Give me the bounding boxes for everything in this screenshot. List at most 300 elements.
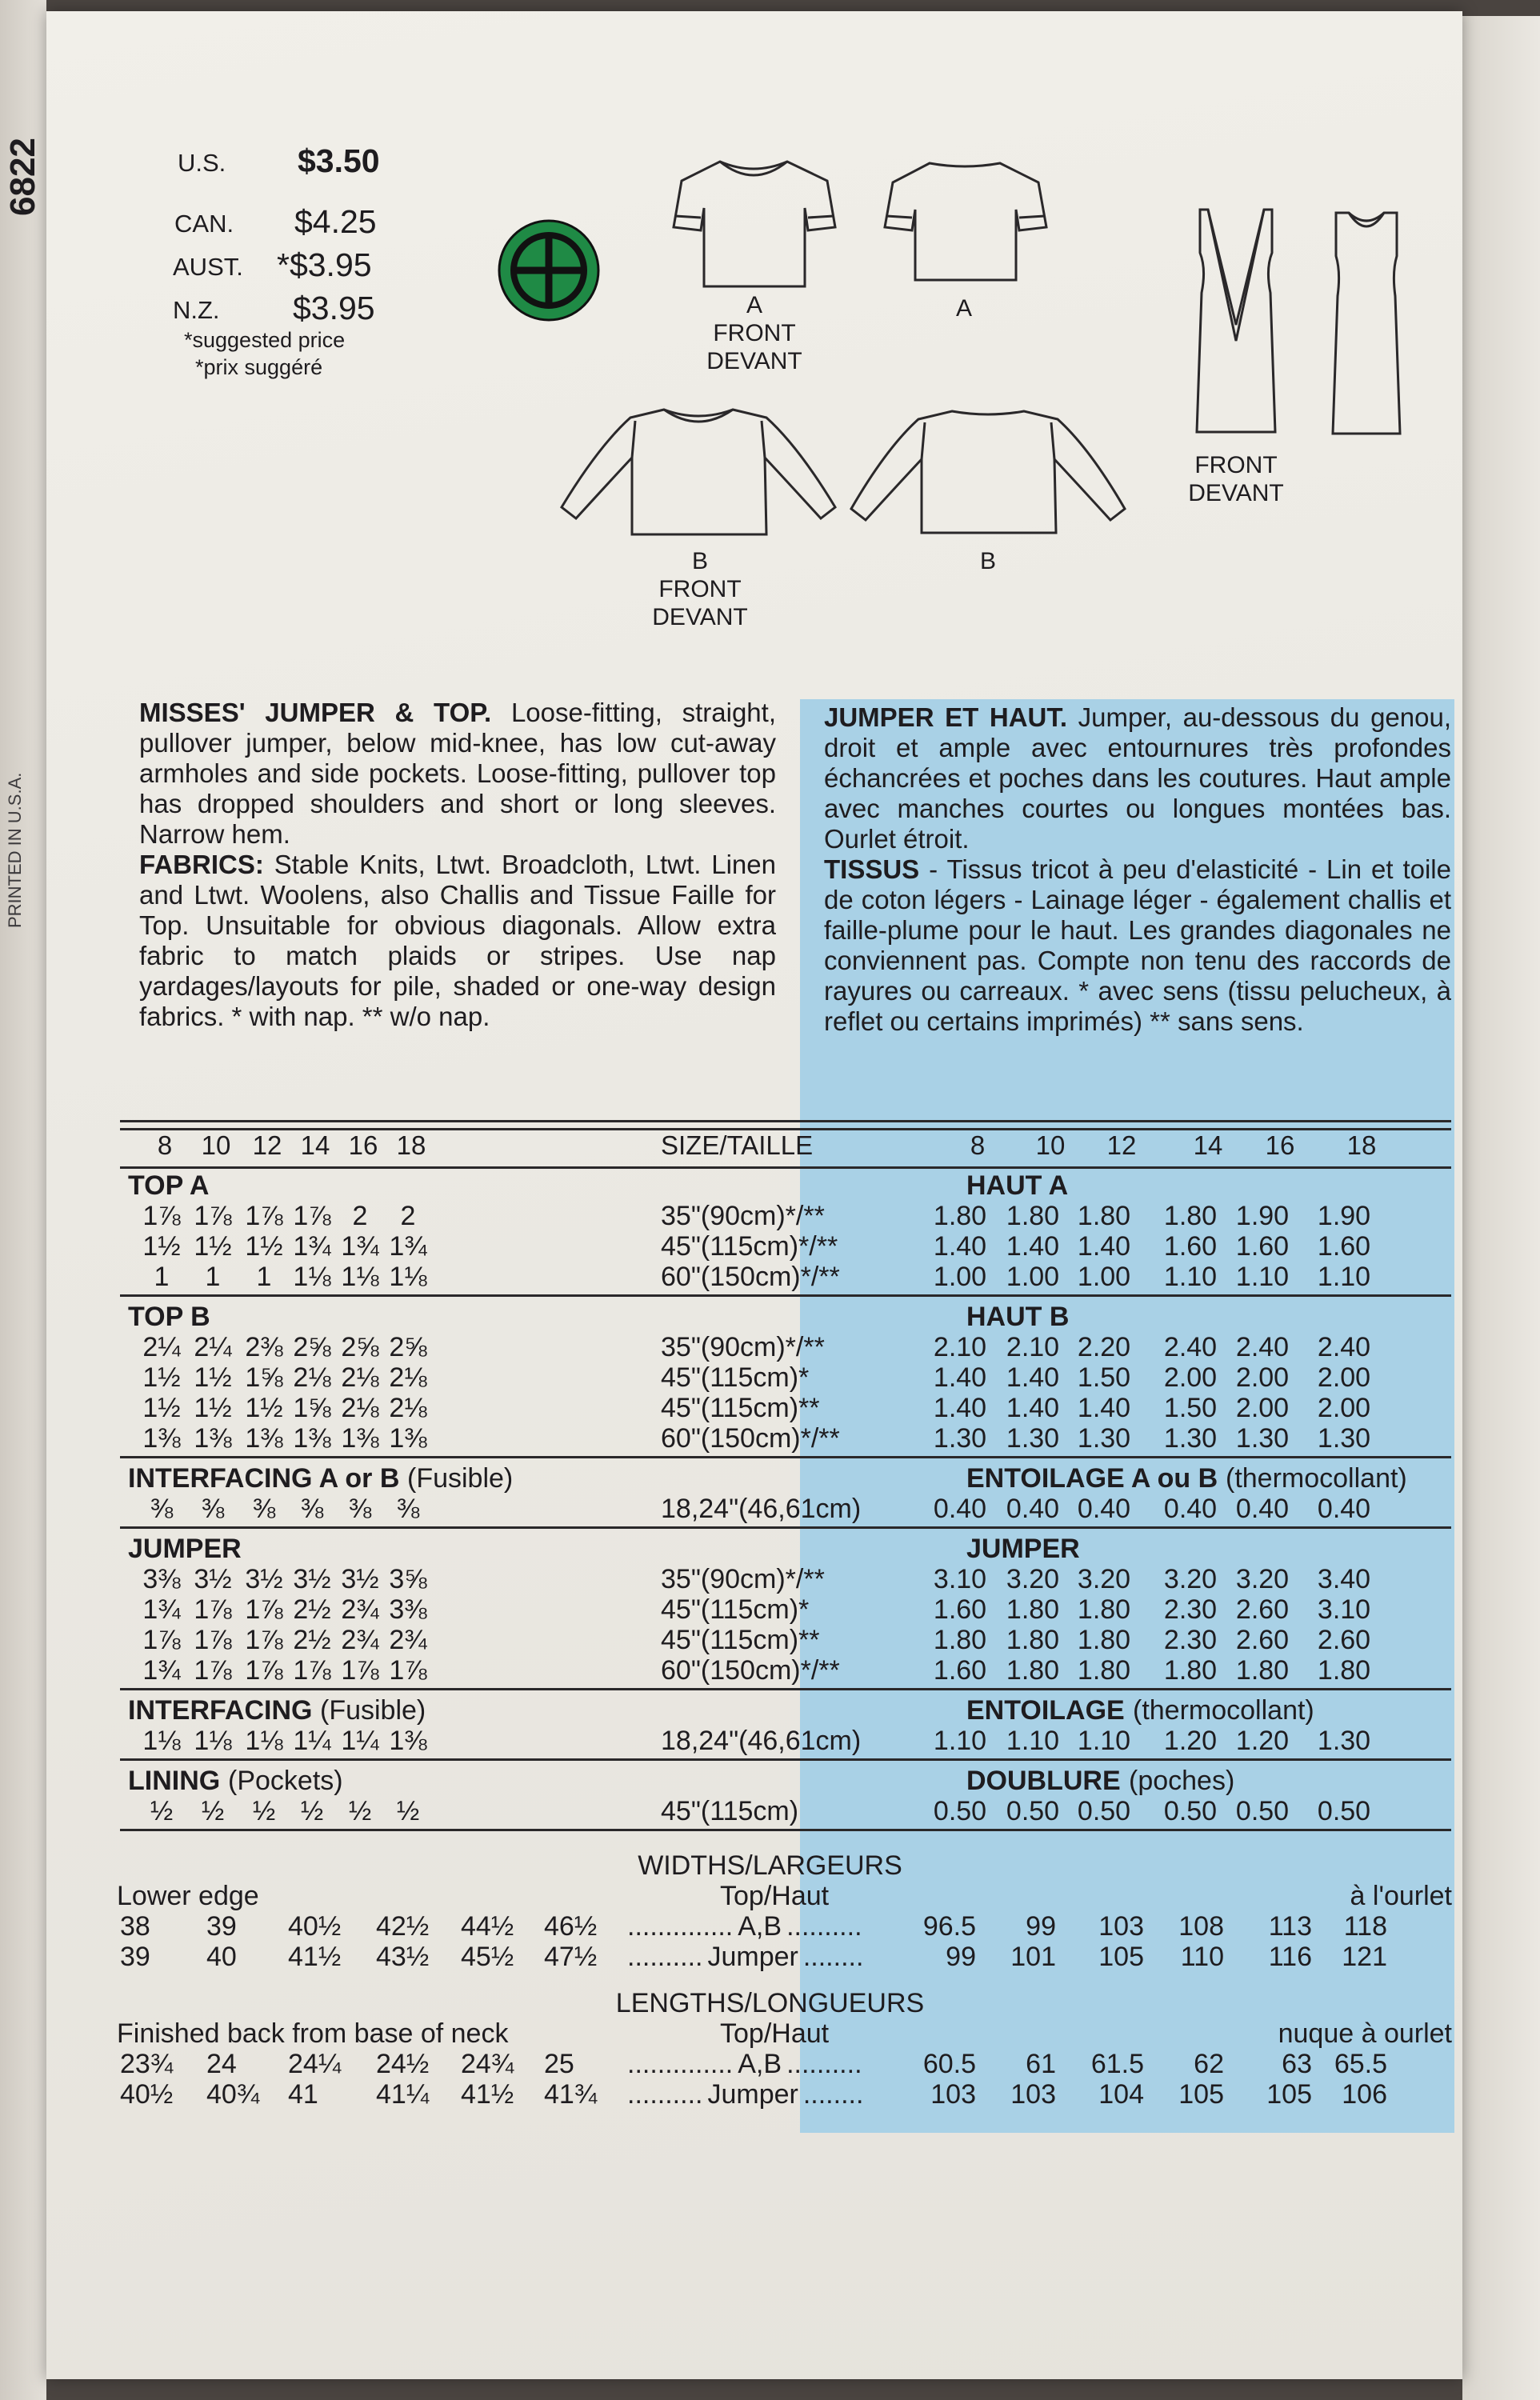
lengths-cm-cell: 103 (930, 2079, 976, 2110)
metric-cell: 2.60 (1317, 1625, 1371, 1655)
lengths-dots-left: .......... (627, 2079, 703, 2110)
yardage-cell: 2 (352, 1201, 368, 1231)
metric-cell: 1.40 (1006, 1362, 1060, 1393)
section-header-2 (0, 1462, 1540, 1494)
price-value-us: $3.50 (298, 142, 380, 179)
yardage-row (0, 1594, 1540, 1626)
yardage-cell: 1¾ (389, 1231, 427, 1262)
lengths-cm-cell: 106 (1342, 2079, 1387, 2110)
yardage-cell: 2 (400, 1201, 416, 1231)
yardage-cell: 1½ (142, 1362, 181, 1393)
widths-cm-cell: 108 (1178, 1911, 1224, 1942)
yardage-cell: 1⅞ (245, 1594, 283, 1625)
lengths-right-label: nuque à ourlet (1278, 2018, 1452, 2049)
metric-cell: 0.40 (1077, 1494, 1131, 1524)
widths-row (0, 1941, 1540, 1973)
metric-cell: 2.60 (1235, 1625, 1290, 1655)
lengths-dots-right: .......... (786, 2049, 862, 2079)
metric-cell: 0.40 (1163, 1494, 1218, 1524)
widths-labels (0, 1880, 1540, 1912)
yardage-row (0, 1362, 1540, 1394)
section-header-4 (0, 1694, 1540, 1726)
yardage-cell: 3⅝ (389, 1564, 427, 1594)
fabric-width: 45"(115cm)* (661, 1362, 810, 1393)
section-title-en: LINING (128, 1766, 221, 1796)
section-title-fr: HAUT A (966, 1170, 1069, 1201)
widths-cm-cell: 103 (1098, 1911, 1144, 1942)
yardage-row (0, 1230, 1540, 1262)
jumper-front-sketch (1192, 205, 1280, 437)
lengths-inch-cell: 23¾ (120, 2049, 174, 2079)
fabrics-label-en: FABRICS: (139, 850, 264, 879)
widths-inch-cell: 42½ (376, 1911, 430, 1942)
yardage-cell: 3½ (293, 1564, 331, 1594)
lengths-cm-cell: 103 (1010, 2079, 1056, 2110)
yardage-row (0, 1200, 1540, 1232)
size-left-8: 8 (157, 1130, 173, 1160)
yardage-cell: 2¾ (341, 1594, 379, 1625)
section-rule (120, 1294, 1451, 1297)
yardage-cell: 1⅛ (341, 1262, 379, 1292)
metric-cell: 2.40 (1317, 1332, 1371, 1362)
metric-cell: 0.50 (1077, 1796, 1131, 1826)
widths-right-label: à l'ourlet (1350, 1881, 1452, 1911)
section-title-en: TOP B (128, 1302, 210, 1332)
widths-cm-cell: 116 (1268, 1942, 1312, 1972)
metric-cell: 1.40 (933, 1362, 987, 1393)
yardage-cell: 3⅜ (142, 1564, 181, 1594)
metric-cell: 2.00 (1235, 1362, 1290, 1393)
lengths-inch-cell: 24½ (376, 2049, 430, 2079)
top-a-front-letter: A (746, 292, 762, 318)
metric-cell: 0.40 (1006, 1494, 1060, 1524)
widths-inch-cell: 40½ (288, 1911, 342, 1942)
yardage-cell: 1¾ (142, 1594, 181, 1625)
yardage-cell: 1⅜ (389, 1726, 427, 1756)
section-title-fr: DOUBLURE (966, 1766, 1121, 1796)
yardage-cell: 1¼ (341, 1726, 379, 1756)
yardage-cell: 1⅝ (293, 1393, 331, 1423)
yardage-cell: 1¼ (293, 1726, 331, 1756)
metric-cell: 1.80 (1006, 1594, 1060, 1625)
yardage-cell: 1⅞ (194, 1201, 232, 1231)
table-top-rule (120, 1120, 1451, 1122)
metric-cell: 0.40 (933, 1494, 987, 1524)
metric-cell: 1.10 (1235, 1262, 1290, 1292)
section-rule (120, 1688, 1451, 1690)
size-right-10: 10 (1035, 1130, 1066, 1160)
lengths-cm-cell: 105 (1266, 2079, 1312, 2110)
jumper-front-label-fr: DEVANT (1188, 480, 1284, 506)
price-label-nz: N.Z. (173, 296, 220, 324)
jumper-front-caption (1176, 451, 1296, 507)
yardage-cell: 1½ (194, 1231, 232, 1262)
yardage-cell: 1⅜ (293, 1423, 331, 1454)
metric-cell: 2.00 (1163, 1362, 1218, 1393)
metric-cell: 1.60 (933, 1594, 987, 1625)
yardage-cell: 1⅛ (389, 1262, 427, 1292)
size-right-8: 8 (970, 1130, 986, 1160)
section-header-1 (0, 1301, 1540, 1333)
size-right-12: 12 (1106, 1130, 1137, 1160)
section-rule (120, 1456, 1451, 1458)
metric-cell: 1.60 (933, 1655, 987, 1686)
yardage-row (0, 1422, 1540, 1454)
yardage-cell: 1¾ (293, 1231, 331, 1262)
lengths-center-label: Top/Haut (720, 2018, 830, 2049)
yardage-cell: 1⅞ (341, 1655, 379, 1686)
fabrics-text-en: Stable Knits, Ltwt. Broadcloth, Ltwt. Linen and Ltwt. Woolens, also Challis and Tissue Faille for Top. Unsuitable for obvious diagonals. Allow extra fabric to match plaids or stripes. Use nap yardages/layouts for pile, shaded or one-way design fabrics. * with nap. ** w/o nap. (139, 850, 776, 1031)
metric-cell: 1.40 (933, 1231, 987, 1262)
top-a-front-caption (684, 291, 825, 375)
widths-cm-cell: 99 (946, 1942, 976, 1972)
size-left-18: 18 (396, 1130, 426, 1160)
metric-cell: 1.60 (1235, 1231, 1290, 1262)
fabric-width: 45"(115cm)** (661, 1625, 820, 1655)
yardage-row (0, 1261, 1540, 1293)
metric-cell: 2.00 (1235, 1393, 1290, 1423)
metric-cell: 0.50 (933, 1796, 987, 1826)
yardage-row (0, 1331, 1540, 1363)
yardage-cell: 1⅞ (194, 1625, 232, 1655)
metric-cell: 1.60 (1163, 1231, 1218, 1262)
metric-cell: 0.40 (1235, 1494, 1290, 1524)
yardage-cell: 2¼ (194, 1332, 232, 1362)
printed-in-text: PRINTED IN U.S.A. (5, 772, 25, 928)
yardage-cell: 1⅞ (245, 1625, 283, 1655)
yardage-cell: 2⅝ (341, 1332, 379, 1362)
metric-cell: 2.60 (1235, 1594, 1290, 1625)
top-a-back-sketch (882, 152, 1050, 288)
widths-inch-cell: 39 (120, 1942, 150, 1972)
lengths-inch-cell: 24¼ (288, 2049, 342, 2079)
yardage-cell: ½ (396, 1796, 420, 1826)
metric-cell: 1.90 (1317, 1201, 1371, 1231)
lengths-title: LENGTHS/LONGUEURS (615, 1988, 925, 2018)
price-value-nz: $3.95 (293, 290, 375, 326)
yardage-row (0, 1624, 1540, 1656)
yardage-cell: 2⅛ (341, 1393, 379, 1423)
top-a-back-caption: A (955, 295, 972, 322)
metric-cell: 3.10 (1317, 1594, 1371, 1625)
yardage-cell: 2½ (293, 1594, 331, 1625)
yardage-cell: 1⅜ (194, 1423, 232, 1454)
metric-cell: 1.40 (1006, 1231, 1060, 1262)
yardage-cell: 1⅞ (293, 1655, 331, 1686)
section-title-fr: ENTOILAGE (966, 1695, 1125, 1726)
widths-cm-cell: 105 (1098, 1942, 1144, 1972)
yardage-cell: ⅜ (348, 1494, 372, 1524)
widths-row-label-group (627, 1941, 863, 1973)
lengths-row-label: A,B (738, 2049, 782, 2079)
lengths-left-label: Finished back from base of neck (117, 2018, 509, 2049)
yardage-row (0, 1725, 1540, 1757)
yardage-cell: 1⅞ (142, 1625, 181, 1655)
lengths-cm-cell: 62 (1194, 2049, 1224, 2079)
metric-cell: 1.90 (1235, 1201, 1290, 1231)
metric-cell: 1.80 (1006, 1625, 1060, 1655)
metric-cell: 1.30 (1163, 1423, 1218, 1454)
top-a-front-label-fr: DEVANT (706, 348, 802, 374)
widths-cm-cell: 96.5 (922, 1911, 976, 1942)
metric-cell: 1.40 (1077, 1393, 1131, 1423)
metric-cell: 1.50 (1163, 1393, 1218, 1423)
yardage-cell: ⅜ (201, 1494, 225, 1524)
section-rule (120, 1758, 1451, 1761)
widths-inch-cell: 43½ (376, 1942, 430, 1972)
yardage-cell: 1⅞ (245, 1655, 283, 1686)
fabric-width: 35"(90cm)*/** (661, 1332, 825, 1362)
yardage-cell: ½ (348, 1796, 372, 1826)
lengths-dots-left: .............. (627, 2049, 734, 2079)
lengths-inch-cell: 41¾ (544, 2079, 598, 2110)
yardage-cell: 1⅜ (245, 1423, 283, 1454)
widths-cm-cell: 113 (1268, 1911, 1312, 1942)
widths-row-label: A,B (738, 1911, 782, 1942)
section-header-3 (0, 1533, 1540, 1565)
metric-cell: 3.20 (1006, 1564, 1060, 1594)
yardage-cell: 2⅜ (245, 1332, 283, 1362)
yardage-cell: 1⅞ (293, 1201, 331, 1231)
description-body-en: Loose-fitting, straight, pullover jumper, below mid-knee, has low cut-away armholes and side pockets. Loose-fitting, pullover top has dropped shoulders and short or long sleeves. Narrow hem. (139, 698, 776, 849)
section-rule (120, 1829, 1451, 1831)
yardage-cell: 3½ (341, 1564, 379, 1594)
lengths-cm-cell: 60.5 (922, 2049, 976, 2079)
size-left-10: 10 (201, 1130, 231, 1160)
metric-cell: 2.00 (1317, 1362, 1371, 1393)
widths-left-label: Lower edge (117, 1881, 259, 1911)
lengths-row (0, 2078, 1540, 2110)
metric-cell: 1.00 (1006, 1262, 1060, 1292)
metric-cell: 0.50 (1235, 1796, 1290, 1826)
circle-cross-icon (498, 219, 600, 322)
yardage-cell: ⅜ (252, 1494, 276, 1524)
description-english (139, 698, 776, 1032)
size-header-row (0, 1130, 1540, 1162)
size-right-16: 16 (1265, 1130, 1295, 1160)
size-right-18: 18 (1346, 1130, 1377, 1160)
fabrics-label-fr: TISSUS (824, 854, 920, 884)
yardage-cell: 1 (205, 1262, 221, 1292)
lengths-inch-cell: 24 (206, 2049, 237, 2079)
widths-inch-cell: 39 (206, 1911, 237, 1942)
yardage-cell: ½ (300, 1796, 324, 1826)
size-left-14: 14 (300, 1130, 330, 1160)
section-rule (120, 1526, 1451, 1529)
metric-cell: 1.80 (1077, 1594, 1131, 1625)
yardage-row (0, 1392, 1540, 1424)
lengths-cm-cell: 104 (1098, 2079, 1144, 2110)
price-note-fr: *prix suggéré (195, 355, 323, 379)
section-title-fr: ENTOILAGE A ou B (966, 1463, 1218, 1494)
yardage-cell: 1½ (245, 1231, 283, 1262)
metric-cell: 1.10 (1317, 1262, 1371, 1292)
yardage-cell: 1⅞ (245, 1201, 283, 1231)
metric-cell: 1.80 (1235, 1655, 1290, 1686)
fabric-width: 45"(115cm)** (661, 1393, 820, 1423)
section-note-en: (Pockets) (228, 1766, 343, 1796)
lengths-inch-cell: 40¾ (206, 2079, 260, 2110)
yardage-cell: 2⅝ (389, 1332, 427, 1362)
metric-cell: 2.40 (1163, 1332, 1218, 1362)
widths-cm-cell: 110 (1180, 1942, 1224, 1972)
metric-cell: 0.50 (1317, 1796, 1371, 1826)
widths-inch-cell: 45½ (461, 1942, 514, 1972)
yardage-cell: 2⅛ (389, 1362, 427, 1393)
section-title-en: TOP A (128, 1170, 210, 1201)
size-right-14: 14 (1193, 1130, 1223, 1160)
fabric-width: 18,24"(46,61cm) (661, 1726, 862, 1756)
yardage-cell: 1¾ (142, 1655, 181, 1686)
yardage-cell: 1½ (142, 1231, 181, 1262)
metric-cell: 1.80 (933, 1201, 987, 1231)
yardage-cell: 1⅛ (245, 1726, 283, 1756)
size-label: SIZE/TAILLE (661, 1130, 814, 1160)
jumper-front-label: FRONT (1194, 452, 1278, 478)
lengths-dots-right: ........ (802, 2079, 864, 2110)
metric-cell: 2.40 (1235, 1332, 1290, 1362)
yardage-cell: 1 (256, 1262, 272, 1292)
widths-row (0, 1910, 1540, 1942)
metric-cell: 1.80 (1077, 1655, 1131, 1686)
lengths-row (0, 2048, 1540, 2080)
yardage-cell: 1½ (142, 1393, 181, 1423)
yardage-row (0, 1563, 1540, 1595)
lengths-row-label: Jumper (707, 2079, 798, 2110)
description-french (824, 702, 1451, 1037)
section-title-en: JUMPER (128, 1534, 242, 1564)
top-b-front-label: FRONT (658, 576, 742, 602)
metric-cell: 1.10 (933, 1726, 987, 1756)
lengths-row-label-group (627, 2048, 862, 2080)
section-note-fr: (poches) (1129, 1766, 1235, 1796)
section-note-en: (Fusible) (407, 1463, 514, 1494)
yardage-cell: 1⅝ (245, 1362, 283, 1393)
yardage-cell: 1⅞ (194, 1655, 232, 1686)
description-title-fr: JUMPER ET HAUT. (824, 702, 1068, 732)
lengths-row-label-group (627, 2078, 863, 2110)
metric-cell: 3.20 (1077, 1564, 1131, 1594)
top-b-front-letter: B (691, 548, 708, 574)
yardage-cell: 1½ (194, 1362, 232, 1393)
metric-cell: 3.20 (1235, 1564, 1290, 1594)
metric-cell: 1.80 (1006, 1201, 1060, 1231)
fabric-width: 45"(115cm)*/** (661, 1231, 838, 1262)
widths-dots-right: ........ (802, 1942, 864, 1972)
widths-inch-cell: 44½ (461, 1911, 514, 1942)
description-body-fr: Jumper, au-dessous du genou, droit et ample avec entournures très profondes échancrées et poches dans les coutures. Haut ample avec manches courtes ou longues montées bas. Ourlet étroit. (824, 702, 1452, 854)
metric-cell: 1.10 (1006, 1726, 1060, 1756)
metric-cell: 3.20 (1163, 1564, 1218, 1594)
metric-cell: 1.50 (1077, 1362, 1131, 1393)
metric-cell: 1.10 (1163, 1262, 1218, 1292)
metric-cell: 3.10 (933, 1564, 987, 1594)
fabrics-text-fr: - Tissus tricot à peu d'elasticité - Lin et toile de coton légers - Lainage léger - également challis et faille-plume pour le haut. Les grandes diagonales ne conviennent pas. Compte non tenu des raccords de rayures ou carreaux. * avec sens (tissu pelucheux, à reflet ou certains imprimés) ** sans sens. (824, 854, 1451, 1036)
yardage-cell: 1⅜ (142, 1423, 181, 1454)
size-left-16: 16 (348, 1130, 378, 1160)
widths-cm-cell: 101 (1010, 1942, 1056, 1972)
metric-cell: 2.00 (1317, 1393, 1371, 1423)
metric-cell: 3.40 (1317, 1564, 1371, 1594)
metric-cell: 1.00 (1077, 1262, 1131, 1292)
lengths-cm-cell: 105 (1178, 2079, 1224, 2110)
metric-cell: 1.10 (1077, 1726, 1131, 1756)
widths-row-label-group (627, 1910, 862, 1942)
section-note-fr: (thermocollant) (1133, 1695, 1314, 1726)
price-note-en: *suggested price (184, 328, 346, 352)
metric-cell: 1.40 (1006, 1393, 1060, 1423)
metric-cell: 1.30 (1006, 1423, 1060, 1454)
fabric-width: 45"(115cm) (661, 1796, 799, 1826)
metric-cell: 1.30 (1235, 1423, 1290, 1454)
lengths-cm-cell: 63 (1282, 2049, 1312, 2079)
yardage-cell: 1⅜ (341, 1423, 379, 1454)
metric-cell: 1.40 (1077, 1231, 1131, 1262)
section-title-en: INTERFACING A or B (128, 1463, 400, 1494)
widths-inch-cell: 46½ (544, 1911, 598, 1942)
fabric-width: 60"(150cm)*/** (661, 1423, 840, 1454)
yardage-cell: 2¼ (142, 1332, 181, 1362)
section-note-fr: (thermocollant) (1226, 1463, 1407, 1494)
yardage-cell: ⅜ (150, 1494, 174, 1524)
metric-cell: 1.30 (1317, 1423, 1371, 1454)
widths-row-label: Jumper (707, 1942, 798, 1972)
section-header-5 (0, 1765, 1540, 1797)
metric-cell: 2.20 (1077, 1332, 1131, 1362)
widths-dots-right: .......... (786, 1911, 862, 1942)
yardage-cell: 1⅜ (389, 1423, 427, 1454)
top-b-back-caption: B (979, 548, 996, 574)
description-title-en: MISSES' JUMPER & TOP. (139, 698, 492, 727)
yardage-cell: 2¾ (389, 1625, 427, 1655)
metric-cell: 1.80 (933, 1625, 987, 1655)
top-b-back-sketch (848, 400, 1128, 541)
lengths-cm-cell: 65.5 (1334, 2049, 1387, 2079)
metric-cell: 2.30 (1163, 1625, 1218, 1655)
top-b-front-sketch (558, 398, 838, 542)
price-value-aust: *$3.95 (277, 246, 372, 283)
yardage-cell: ⅜ (396, 1494, 420, 1524)
yardage-cell: 1 (154, 1262, 170, 1292)
lengths-inch-cell: 40½ (120, 2079, 174, 2110)
metric-cell: 0.50 (1163, 1796, 1218, 1826)
size-header-rule (120, 1166, 1451, 1169)
yardage-cell: 1½ (194, 1393, 232, 1423)
top-a-front-sketch (670, 152, 838, 296)
metric-cell: 1.30 (1317, 1726, 1371, 1756)
widths-dots-left: .......... (627, 1942, 703, 1972)
lengths-inch-cell: 25 (544, 2049, 574, 2079)
metric-cell: 1.80 (1006, 1655, 1060, 1686)
fabric-width: 18,24"(46,61cm) (661, 1494, 862, 1524)
top-b-front-caption (640, 547, 760, 631)
metric-cell: 2.10 (933, 1332, 987, 1362)
yardage-cell: 1⅞ (389, 1655, 427, 1686)
yardage-row (0, 1654, 1540, 1686)
section-header-0 (0, 1170, 1540, 1202)
widths-cm-cell: 118 (1343, 1911, 1387, 1942)
yardage-row (0, 1795, 1540, 1827)
price-label-us: U.S. (178, 149, 226, 177)
top-b-front-label-fr: DEVANT (652, 604, 748, 630)
price-value-can: $4.25 (294, 203, 377, 240)
metric-cell: 0.50 (1006, 1796, 1060, 1826)
section-title-en: INTERFACING (128, 1695, 313, 1726)
top-a-front-label: FRONT (713, 320, 796, 346)
metric-cell: 1.30 (933, 1423, 987, 1454)
yardage-cell: 2⅛ (341, 1362, 379, 1393)
lengths-inch-cell: 41¼ (376, 2079, 430, 2110)
